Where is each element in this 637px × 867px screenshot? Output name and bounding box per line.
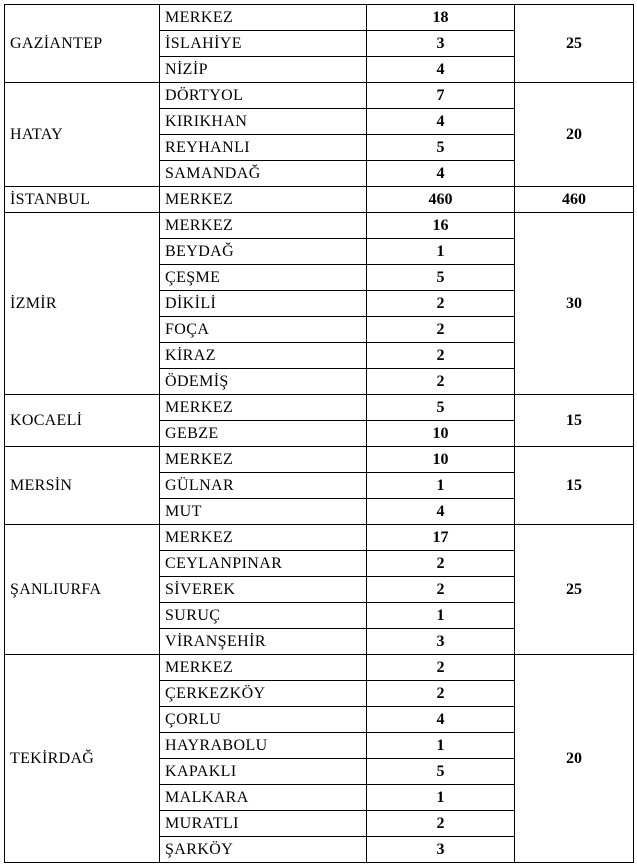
district-cell: ÇEŞME (160, 265, 367, 291)
district-cell: ÖDEMİŞ (160, 369, 367, 395)
count-cell: 1 (367, 603, 515, 629)
count-cell: 1 (367, 239, 515, 265)
count-cell: 2 (367, 551, 515, 577)
province-total-cell: 15 (515, 395, 634, 447)
district-cell: SİVEREK (160, 577, 367, 603)
province-cell: GAZİANTEP (5, 5, 160, 83)
district-cell: ŞARKÖY (160, 837, 367, 863)
count-cell: 17 (367, 525, 515, 551)
district-cell: GÜLNAR (160, 473, 367, 499)
count-cell: 5 (367, 265, 515, 291)
table-row (5, 447, 634, 473)
count-cell: 5 (367, 135, 515, 161)
district-cell: GEBZE (160, 421, 367, 447)
province-cell: İZMİR (5, 213, 160, 395)
table-row (5, 213, 634, 239)
district-cell: ÇERKEZKÖY (160, 681, 367, 707)
province-total-cell: 30 (515, 213, 634, 395)
table-row (5, 187, 634, 213)
district-cell: İSLAHİYE (160, 31, 367, 57)
count-cell: 4 (367, 707, 515, 733)
district-cell: MURATLI (160, 811, 367, 837)
count-cell: 2 (367, 291, 515, 317)
district-cell: DİKİLİ (160, 291, 367, 317)
district-cell: ÇORLU (160, 707, 367, 733)
count-cell: 5 (367, 395, 515, 421)
count-cell: 16 (367, 213, 515, 239)
district-cell: MERKEZ (160, 187, 367, 213)
province-total-cell: 15 (515, 447, 634, 525)
district-cell: MERKEZ (160, 5, 367, 31)
district-count-table (4, 4, 634, 863)
count-cell: 4 (367, 161, 515, 187)
count-cell: 1 (367, 733, 515, 759)
province-cell: İSTANBUL (5, 187, 160, 213)
district-cell: MERKEZ (160, 447, 367, 473)
district-cell: KIRIKHAN (160, 109, 367, 135)
count-cell: 2 (367, 811, 515, 837)
province-cell: KOCAELİ (5, 395, 160, 447)
district-cell: FOÇA (160, 317, 367, 343)
district-cell: KİRAZ (160, 343, 367, 369)
district-cell: SAMANDAĞ (160, 161, 367, 187)
count-cell: 2 (367, 577, 515, 603)
count-cell: 460 (367, 187, 515, 213)
province-cell: ŞANLIURFA (5, 525, 160, 655)
count-cell: 3 (367, 837, 515, 863)
count-cell: 3 (367, 31, 515, 57)
count-cell: 4 (367, 499, 515, 525)
district-cell: SURUÇ (160, 603, 367, 629)
district-cell: CEYLANPINAR (160, 551, 367, 577)
table-row (5, 83, 634, 109)
table-row (5, 525, 634, 551)
count-cell: 7 (367, 83, 515, 109)
count-cell: 1 (367, 785, 515, 811)
district-cell: HAYRABOLU (160, 733, 367, 759)
province-total-cell: 20 (515, 655, 634, 863)
count-cell: 2 (367, 369, 515, 395)
district-cell: MALKARA (160, 785, 367, 811)
count-cell: 4 (367, 109, 515, 135)
province-cell: MERSİN (5, 447, 160, 525)
province-total-cell: 20 (515, 83, 634, 187)
district-cell: REYHANLI (160, 135, 367, 161)
district-cell: VİRANŞEHİR (160, 629, 367, 655)
count-cell: 2 (367, 317, 515, 343)
count-cell: 5 (367, 759, 515, 785)
count-cell: 2 (367, 681, 515, 707)
table-row (5, 395, 634, 421)
province-total-cell: 460 (515, 187, 634, 213)
district-cell: MERKEZ (160, 525, 367, 551)
count-cell: 1 (367, 473, 515, 499)
count-cell: 2 (367, 343, 515, 369)
count-cell: 18 (367, 5, 515, 31)
count-cell: 2 (367, 655, 515, 681)
district-cell: MERKEZ (160, 213, 367, 239)
district-cell: MERKEZ (160, 655, 367, 681)
table-row (5, 5, 634, 31)
district-cell: MUT (160, 499, 367, 525)
district-cell: BEYDAĞ (160, 239, 367, 265)
province-total-cell: 25 (515, 5, 634, 83)
district-cell: NİZİP (160, 57, 367, 83)
table-body (5, 5, 634, 863)
count-cell: 10 (367, 421, 515, 447)
province-cell: TEKİRDAĞ (5, 655, 160, 863)
district-cell: MERKEZ (160, 395, 367, 421)
count-cell: 10 (367, 447, 515, 473)
district-cell: KAPAKLI (160, 759, 367, 785)
province-cell: HATAY (5, 83, 160, 187)
district-cell: DÖRTYOL (160, 83, 367, 109)
table-row (5, 655, 634, 681)
count-cell: 3 (367, 629, 515, 655)
province-total-cell: 25 (515, 525, 634, 655)
count-cell: 4 (367, 57, 515, 83)
